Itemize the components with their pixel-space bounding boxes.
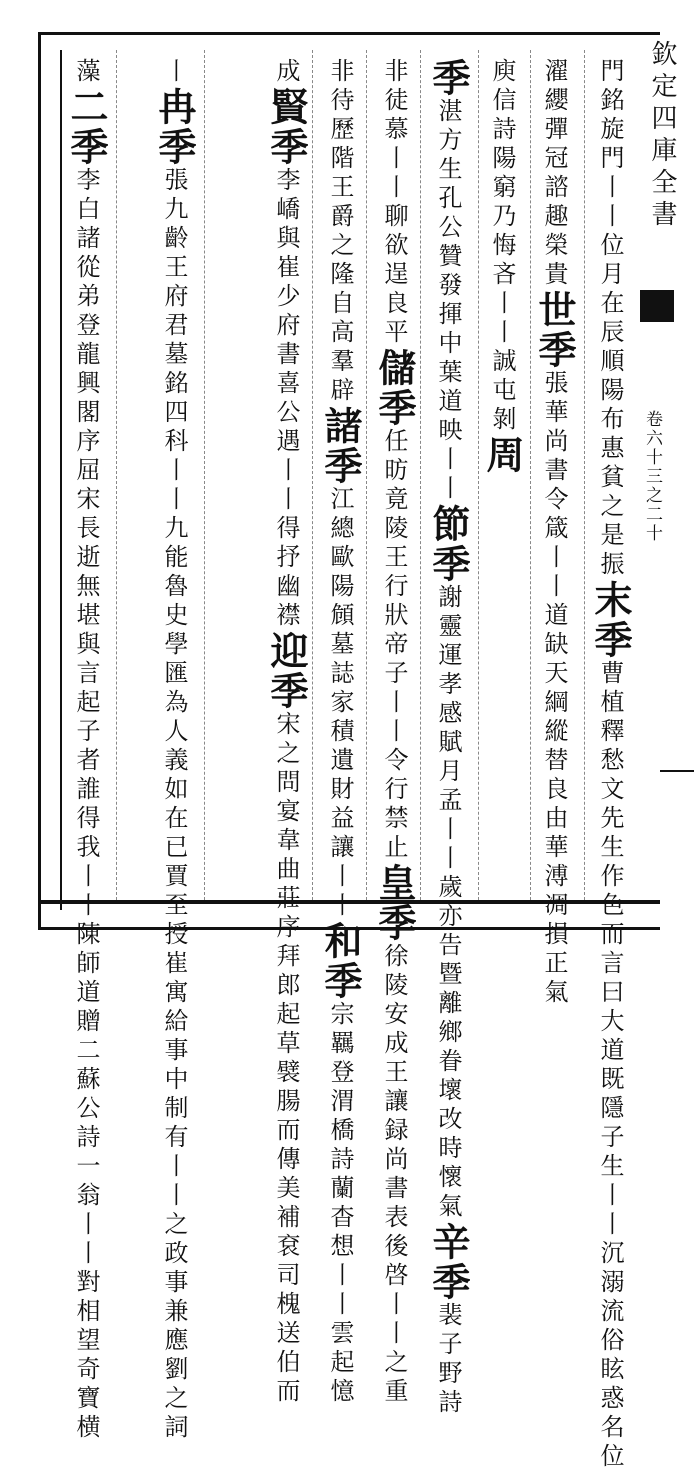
column-divider bbox=[312, 50, 313, 900]
text-column-6 bbox=[318, 58, 363, 1407]
headword: 辛季 bbox=[426, 1222, 471, 1302]
column-text: 濯纓彈冠諮趣榮貴 bbox=[540, 58, 568, 290]
headword: 儲季 bbox=[372, 348, 417, 428]
column-text: 張九齡王府君墓銘四科丨丨九能魯史學匯為人義如在已賈至授崔寓給事中制有丨丨之政事兼應劉之詞 bbox=[160, 167, 188, 1443]
column-divider bbox=[478, 50, 479, 900]
column-text: 李白諸從弟登龍興閣序屈宋長逝無堪與言起子者誰得我丨丨陳師道贈二蘇公詩一翁丨丨對相望奇寶横 bbox=[72, 167, 100, 1443]
headword: 諸季 bbox=[318, 406, 363, 486]
column-divider bbox=[420, 50, 421, 900]
column-text: 湛方生孔公贊發揮中葉道映丨丨 bbox=[434, 98, 462, 504]
headword: 和季 bbox=[318, 921, 363, 1001]
book-title: 欽定四庫全書 bbox=[647, 40, 677, 232]
column-text: 非徒慕丨丨聊欲逞良平 bbox=[380, 58, 408, 348]
headword: 迎季 bbox=[264, 631, 309, 711]
headword: 節季 bbox=[426, 504, 471, 584]
column-text: 藻 bbox=[72, 58, 100, 87]
headword: 末季 bbox=[588, 580, 633, 660]
column-divider bbox=[584, 50, 585, 900]
column-text: 宗羈登渭橋詩蘭杳想丨丨雲起憶 bbox=[326, 1001, 354, 1407]
column-text: 謝靈運孝感賦月孟丨丨歲亦告暨離鄉眷壞改時懷氣 bbox=[434, 584, 462, 1222]
column-text: 江總歐陽頠墓誌家積遺財益讓丨丨 bbox=[326, 486, 354, 921]
headword: 二季 bbox=[64, 87, 109, 167]
text-column-5 bbox=[372, 58, 417, 1407]
column-text: 任昉竟陵王行狀帝子丨丨令行禁止 bbox=[380, 428, 408, 863]
text-column-2 bbox=[532, 58, 577, 1008]
text-column-8 bbox=[152, 58, 197, 1443]
headword: 周 bbox=[480, 435, 525, 475]
column-divider bbox=[204, 50, 205, 900]
column-text: 門銘旋門丨丨位月在辰順陽布惠貧之是振 bbox=[596, 58, 624, 580]
text-column-9 bbox=[64, 58, 109, 1443]
column-text: 丨 bbox=[160, 58, 188, 87]
text-column-3 bbox=[480, 58, 525, 475]
column-text: 張華尚書令箴丨丨道缺天綱縱替良由華溥凋損正氣 bbox=[540, 370, 568, 1008]
column-text: 曹植釋愁文先生作色而言曰大道既隱子生丨丨沉溺流俗眩惑名位 bbox=[596, 660, 624, 1472]
column-text: 裴子野詩 bbox=[434, 1302, 462, 1418]
fishtail-mark bbox=[640, 290, 674, 322]
column-divider bbox=[530, 50, 531, 900]
column-divider bbox=[116, 50, 117, 900]
text-column-1 bbox=[588, 58, 633, 1472]
column-text: 徐陵安成王讓録尚書表後啓丨丨之重 bbox=[380, 943, 408, 1407]
volume-label: 卷六十三之二十 bbox=[642, 410, 662, 543]
text-column-4 bbox=[426, 58, 471, 1418]
headword: 世季 bbox=[532, 290, 577, 370]
column-text: 庾信詩陽窮乃悔吝丨丨誠屯剝 bbox=[488, 58, 516, 435]
headword: 冉季 bbox=[152, 87, 197, 167]
inner-rule bbox=[60, 50, 62, 910]
headword: 賢季 bbox=[264, 87, 309, 167]
column-text: 宋之問宴韋曲莊序拜郎起草襞腸而傳美補袞司槐送伯而 bbox=[272, 711, 300, 1407]
headword: 皇季 bbox=[372, 863, 417, 943]
column-text: 成 bbox=[272, 58, 300, 87]
text-column-7 bbox=[264, 58, 309, 1407]
headword: 季 bbox=[426, 58, 471, 98]
column-divider bbox=[366, 50, 367, 900]
column-text: 非待歷階王爵之隆自高羣辟 bbox=[326, 58, 354, 406]
side-rule bbox=[660, 770, 694, 772]
column-text: 李嶠與崔少府書喜公遇丨丨得抒幽襟 bbox=[272, 167, 300, 631]
